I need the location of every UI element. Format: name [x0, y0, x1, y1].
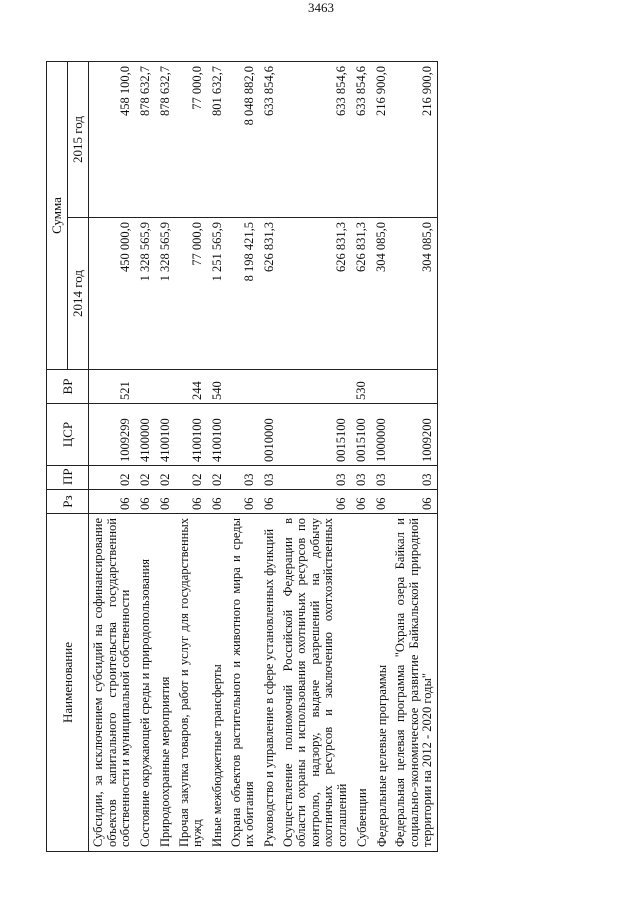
- cell-sum-2014: 626 831,3: [351, 218, 371, 370]
- header-year-2015: 2015 год: [68, 62, 89, 218]
- page-number: 3463: [308, 0, 334, 15]
- rotated-page: [46, 62, 634, 852]
- table-row: [89, 62, 135, 852]
- cell-rz: 06: [351, 490, 371, 514]
- cell-sum-2015: 633 854,6: [279, 62, 352, 218]
- cell-pr: 02: [207, 466, 227, 490]
- cell-pr: 02: [135, 466, 155, 490]
- cell-sum-2015: 216 900,0: [371, 62, 391, 218]
- cell-pr: 03: [259, 466, 279, 490]
- cell-name: Иные межбюджетные трансферты: [207, 514, 227, 852]
- header-vr: ВР: [47, 370, 89, 404]
- table-row: [371, 62, 391, 852]
- header-csr: ЦСР: [47, 404, 89, 466]
- header-name: Наименование: [47, 514, 89, 852]
- cell-rz: 06: [371, 490, 391, 514]
- cell-vr: [135, 370, 155, 404]
- cell-sum-2015: 633 854,6: [259, 62, 279, 218]
- cell-name: Федеральная целевая программа "Охрана озера Байкал и социально-экономическое развитие Байкальской природной территории на 2012 - 2020 годы": [391, 514, 437, 852]
- cell-sum-2014: 450 000,0: [89, 218, 135, 370]
- cell-csr: [227, 404, 259, 466]
- header-pr: ПР: [47, 466, 89, 490]
- cell-sum-2014: 1 328 565,9: [135, 218, 155, 370]
- cell-rz: 06: [279, 490, 352, 514]
- cell-sum-2014: 626 831,3: [259, 218, 279, 370]
- cell-csr: 4100100: [175, 404, 207, 466]
- cell-csr: 0010000: [259, 404, 279, 466]
- table-row: [391, 62, 437, 852]
- cell-sum-2014: 304 085,0: [371, 218, 391, 370]
- cell-pr: 03: [391, 466, 437, 490]
- cell-name: Охрана объектов растительного и животного мира и среды их обитания: [227, 514, 259, 852]
- cell-sum-2014: 8 198 421,5: [227, 218, 259, 370]
- cell-pr: 03: [351, 466, 371, 490]
- cell-sum-2015: 216 900,0: [391, 62, 437, 218]
- cell-vr: [391, 370, 437, 404]
- cell-name: Федеральные целевые программы: [371, 514, 391, 852]
- cell-sum-2014: 77 000,0: [175, 218, 207, 370]
- cell-csr: 0015100: [279, 404, 352, 466]
- cell-csr: 4100000: [135, 404, 155, 466]
- cell-rz: 06: [89, 490, 135, 514]
- cell-vr: [279, 370, 352, 404]
- cell-vr: 530: [351, 370, 371, 404]
- table-row: [259, 62, 279, 852]
- cell-pr: 03: [227, 466, 259, 490]
- cell-name: Руководство и управление в сфере установленных функций: [259, 514, 279, 852]
- table-row: [135, 62, 155, 852]
- cell-sum-2015: 878 632,7: [135, 62, 155, 218]
- cell-sum-2015: 77 000,0: [175, 62, 207, 218]
- table-body: [89, 62, 438, 852]
- cell-rz: 06: [175, 490, 207, 514]
- cell-name: Субвенции: [351, 514, 371, 852]
- cell-vr: 540: [207, 370, 227, 404]
- cell-csr: 0015100: [351, 404, 371, 466]
- header-sum: Сумма: [47, 62, 68, 370]
- table-row: [227, 62, 259, 852]
- cell-csr: 4100100: [155, 404, 175, 466]
- cell-csr: 4100100: [207, 404, 227, 466]
- budget-table: [46, 61, 438, 852]
- cell-rz: 06: [227, 490, 259, 514]
- header-row-top: [47, 62, 68, 852]
- cell-rz: 06: [391, 490, 437, 514]
- cell-rz: 06: [135, 490, 155, 514]
- cell-vr: [227, 370, 259, 404]
- cell-csr: 1009299: [89, 404, 135, 466]
- table-row: [279, 62, 352, 852]
- cell-sum-2014: 304 085,0: [391, 218, 437, 370]
- cell-rz: 06: [207, 490, 227, 514]
- table-row: [207, 62, 227, 852]
- cell-name: Субсидии, за исключением субсидий на софинансирование объектов капитального строительства государственной собственности и муниципальной собственности: [89, 514, 135, 852]
- cell-name: Природоохранные мероприятия: [155, 514, 175, 852]
- cell-sum-2014: 1 328 565,9: [155, 218, 175, 370]
- cell-vr: [155, 370, 175, 404]
- cell-sum-2014: 1 251 565,9: [207, 218, 227, 370]
- cell-csr: 1009200: [391, 404, 437, 466]
- table-row: [351, 62, 371, 852]
- cell-pr: 02: [175, 466, 207, 490]
- cell-vr: [371, 370, 391, 404]
- table-row: [175, 62, 207, 852]
- cell-sum-2015: 801 632,7: [207, 62, 227, 218]
- cell-sum-2015: 878 632,7: [155, 62, 175, 218]
- cell-pr: 02: [155, 466, 175, 490]
- cell-name: Осуществление полномочий Российской Федерации в области охраны и использования охотничьих ресурсов по контролю, надзору, выдаче разрешений на добычу охотничьих ресурсов и заключению охотхозяйственных соглашений: [279, 514, 352, 852]
- cell-vr: [259, 370, 279, 404]
- cell-sum-2015: 458 100,0: [89, 62, 135, 218]
- header-year-2014: 2014 год: [68, 218, 89, 370]
- cell-pr: 03: [279, 466, 352, 490]
- cell-vr: 521: [89, 370, 135, 404]
- cell-sum-2015: 8 048 882,0: [227, 62, 259, 218]
- cell-rz: 06: [259, 490, 279, 514]
- cell-csr: 1000000: [371, 404, 391, 466]
- cell-pr: 03: [371, 466, 391, 490]
- cell-name: Прочая закупка товаров, работ и услуг для государственных нужд: [175, 514, 207, 852]
- cell-rz: 06: [155, 490, 175, 514]
- cell-name: Состояние окружающей среды и природопользования: [135, 514, 155, 852]
- cell-sum-2015: 633 854,6: [351, 62, 371, 218]
- cell-vr: 244: [175, 370, 207, 404]
- header-rz: Рз: [47, 490, 89, 514]
- table-row: [155, 62, 175, 852]
- cell-pr: 02: [89, 466, 135, 490]
- cell-sum-2014: 626 831,3: [279, 218, 352, 370]
